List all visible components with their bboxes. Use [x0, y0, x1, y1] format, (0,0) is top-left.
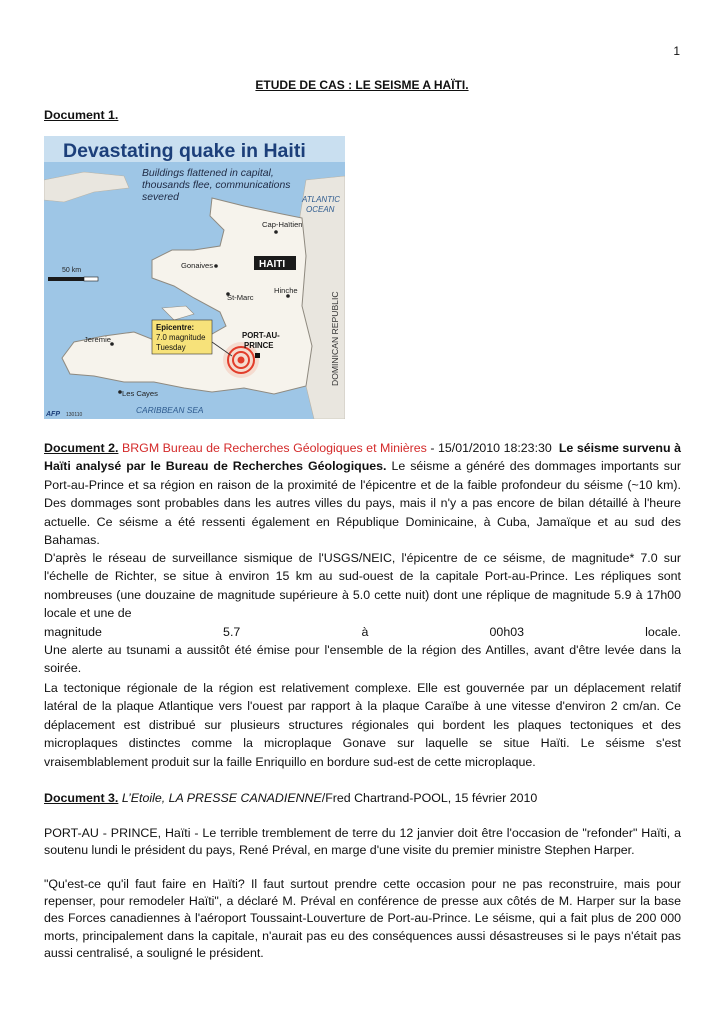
document-2-body-2-tail: Une alerte au tsunami a aussitôt été émise pour l'ensemble de la région des Antilles, avant d'être levée dans la soirée. [44, 643, 681, 676]
port-au-prince-label: PORT-AU- PRINCE [242, 331, 280, 350]
st-marc-label: St-Marc [227, 293, 254, 302]
document-3-paragraph-1: PORT-AU - PRINCE, Haïti - Le terrible tremblement de terre du 12 janvier doit être l'occasion de "refonder" Haïti, a soutenu lundi le président du pays, René Préval, en marge d'une visite du premier ministre Stephen Harper. [44, 826, 681, 858]
port-au-prince-marker [255, 353, 260, 358]
document-3-header [44, 789, 681, 807]
document-1-label: Document 1. [44, 108, 119, 122]
page-number: 1 [673, 44, 680, 58]
afp-credit: AFP [46, 411, 60, 418]
page-title: ETUDE DE CAS : LE SEISME A HAÏTI. [255, 78, 469, 92]
caribbean-sea-label: CARIBBEAN SEA [136, 405, 204, 415]
gonaives-marker [214, 264, 218, 268]
document-2-spread-line [44, 623, 681, 641]
les-cayes-label: Les Cayes [122, 389, 158, 398]
haiti-country-label: HAITI [259, 259, 286, 270]
document-2-body-2: D'après le réseau de surveillance sismique de l'USGS/NEIC, l'épicentre de ce séisme, de magnitude* 7.0 sur l'échelle de Richter, se situe à environ 15 km au sud-ouest de la capitale Port-au-Prince. Les répliques sont nombreuses (une douzaine de magnitude supérieure à 5.0 cette nuit) dont une réplique de magnitude 5.9 à 17h00 locale et une de [44, 551, 681, 621]
scale-bar-end [84, 277, 98, 281]
atlantic-ocean-label: ATLANTIC OCEAN [302, 195, 341, 214]
document-2-label: Document 2. [44, 441, 119, 455]
scale-bar [48, 277, 84, 281]
document-2-paragraph-3: La tectonique régionale de la région est relativement complexe. Elle est gouvernée par un déplacement relatif latéral de la plaque Atlantique vers l'ouest par rapport à la plaque Caraïbe à une vitesse d'environ 2 cm/an. Ce déplacement est distribué sur plusieurs structures régionales qui bordent les plaques tectoniques et des microplaques distinctes comme la microplaque Gonave sur laquelle se situe Haïti. Le séisme s'est vraisemblablement produit sur la faille Enriquillo en bordure sud-est de cette microplaque. [44, 681, 681, 769]
document-2-body-1: Le séisme a généré des dommages importants sur Port-au-Prince et sa région en raison de la proximité de l'épicentre et de la faible profondeur du séisme (~10 km). Des dommages sont probables dans les autres villes du pays, mais il n'y a pas encore de bilan détaillé à l'heure actuelle. Ce séisme a été ressenti également en République Dominicaine, à Cuba, Jamaïque et au sud des Bahamas. [44, 459, 682, 548]
dominican-republic-label: DOMINICAN REPUBLIC [330, 291, 340, 386]
scale-label: 50 km [62, 267, 82, 274]
cap-haitien-marker [274, 230, 278, 234]
jeremie-label: Jeremie [84, 335, 112, 344]
document-2-paragraph-1 [44, 439, 681, 549]
map-headline: Devastating quake in Haiti [63, 140, 306, 162]
map-subhead: Buildings flattened in capital, thousands flee, communications severed [142, 168, 291, 203]
document-2-source: BRGM Bureau de Recherches Géologiques et Minières [121, 441, 427, 455]
afp-credit-number: 130110 [66, 412, 83, 418]
epicentre-callout-text: Epicentre: 7.0 magnitude Tuesday [156, 323, 206, 352]
epicentre-dot [238, 357, 245, 364]
document-2-date: - 15/01/2010 18:23:30 [426, 441, 552, 455]
document-3-source-rest: /Fred Chartrand-POOL, 15 février 2010 [321, 791, 538, 805]
document-2-headline: Le séisme survenu à Haïti analysé par le Bureau de Recherches Géologiques. [44, 441, 681, 474]
document-3-label: Document 3. [44, 791, 119, 805]
gonaives-label: Gonaives [181, 261, 214, 270]
spread-word-5: locale. [645, 624, 681, 639]
spread-word-2: 5.7 [223, 624, 241, 639]
document-3-source-italic: L’Etoile, LA PRESSE CANADIENNE [121, 791, 322, 805]
spread-word-3: à [361, 624, 369, 639]
spread-word-1: magnitude [44, 624, 102, 639]
spread-word-4: 00h03 [489, 624, 524, 639]
haiti-earthquake-map [44, 136, 345, 419]
document-3-paragraph-2: "Qu'est-ce qu'il faut faire en Haïti? Il faut surtout prendre cette occasion pour ne pas reconstruire, mais pour repenser, pour remodeler Haïti", a déclaré M. Préval en conférence de presse aux côtés de M. Harper sur la base des Forces canadiennes à l'aéroport Toussaint-Louverture de Port-au-Prince. Le séisme, qui a fait plus de 200 000 morts, principalement dans la capitale, n'aurait pas eu des conséquences aussi désastreuses si le pays n'était pas aussi centralisé, a souligné le président. [44, 877, 681, 960]
cap-haitien-label: Cap-Haïtien [262, 220, 303, 229]
hinche-label: Hinche [274, 286, 298, 295]
document-2-paragraph-2 [44, 549, 681, 678]
